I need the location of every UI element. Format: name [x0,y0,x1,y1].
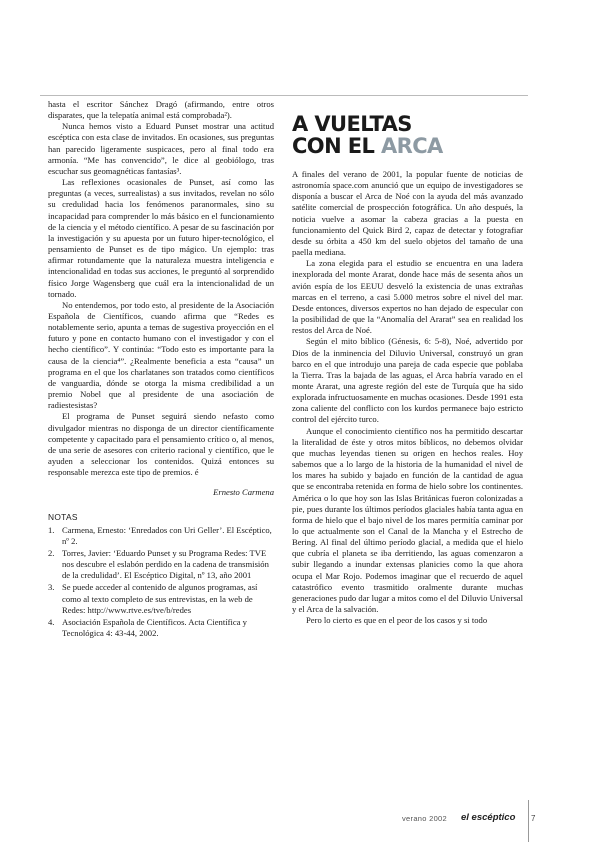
note-item [48,548,274,581]
top-rule [40,95,528,96]
note-item [48,617,274,639]
note-number: 4. [48,616,55,627]
body-paragraph: La zona elegida para el estudio se encuentra en una ladera inexplorada del monte Ararat, donde hace más de sesenta años un avión espía de los EEUU desveló la existencia de unas extrañas marcas en el terreno, a casi 5.000 metros sobre el nivel del mar. Desde entonces, diversos expertos no han dejado de especular con la posibilidad de que la “Anomalía del Ararat” sea en realidad los restos del Arca de Noé. [292,258,523,336]
body-paragraph: A finales del verano de 2001, la popular fuente de noticias de astronomía space.com anunció que un equipo de investigadores se disponía a buscar el Arca de Noé con la ayuda del más avanzado satélite comercial de prospección fotográfica. Un año después, la noticia vuelve a asomar la cabeza gracias a la puesta en funcionamiento del Quick Bird 2, capaz de detectar y fotografiar desde su órbita a 450 km del suelo objetos del tamaño de una paella mediana. [292,169,523,258]
note-text: Torres, Javier: ‘Eduardo Punset y su Programa Redes: TVE nos descubre el eslabón perdido en la cadena de transmisión de la credulidad’. El Escéptico Digital, nº 13, año 2001 [62,547,269,581]
left-column [48,99,274,640]
right-column [292,169,523,626]
author-signature: Ernesto Carmena [213,487,274,498]
notes-list [48,525,274,640]
body-paragraph: Pero lo cierto es que en el peor de los casos y si todo [306,615,488,626]
footer-divider [528,800,529,842]
note-number: 3. [48,582,55,593]
body-paragraph: Nunca hemos visto a Eduard Punset mostrar una actitud escéptica con esta clase de invitados. En ocasiones, sus preguntas han parecido ligeramente suspicaces, pero al final todo era armonía. “Me has convencido”, le dice al geobiólogo, tras escuchar sus geomagnéticas fantasías³. [48,121,274,176]
article-headline [292,113,523,157]
note-item [48,525,274,547]
body-paragraph: Las reflexiones ocasionales de Punset, así como las preguntas (a veces, surrealistas) a sus invitados, revelan no sólo su credulidad hacia los fenómenos paranormales, sino su incapacidad para comprender lo más básico en el funcionamiento de la ciencia y el método científico. A pesar de su fascinación por la investigación y su apuesta por un futuro hiper-tecnológico, el pensamiento de Punset es de tipo mágico. Un ejemplo: tras afirmar rotundamente que la naturaleza muestra inteligencia e intencionalidad en todas sus acciones, le preguntó al sorprendido físico Jorge Wagensberg que cuál era la intencionalidad de un tornado. [48,177,274,299]
body-paragraph: hasta el escritor Sánchez Dragó (afirmando, entre otros disparates, que la telepatía animal está comprobada²). [48,99,274,121]
note-text: Se puede acceder al contenido de algunos programas, así como al texto completo de sus entrevistas, en la web de Redes: http://www.rtve.es/tve/b/redes [62,582,258,615]
body-paragraph: Según el mito bíblico (Génesis, 6: 5-8), Noé, advertido por Dios de la inminencia del Diluvio Universal, construyó un gran barco en el que introdujo una pareja de cada especie que poblaba la Tierra. Tras la bajada de las aguas, el Arca habría varado en el monte Ararat, una agreste región del este de Turquía que ha sido explorada infructuosamente en muchas ocasiones. Desde 1991 esta zona caliente del conflicto con los kurdos permanece bajo estricto control del ejército turco. [292,336,523,425]
note-text: Carmena, Ernesto: ‘Enredados con Uri Geller’. El Escéptico, nº 2. [62,524,272,546]
note-text: Asociación Española de Científicos. Acta Científica y Tecnológica 4: 43-44, 2002. [62,616,247,639]
headline-line-2 [292,135,523,157]
body-paragraph: Aunque el conocimiento científico nos ha permitido descartar la literalidad de éste y otros mitos bíblicos, no debemos olvidar que muchas leyendas tienen su origen en hechos reales. Hoy sabemos que a lo largo de la historia de la humanidad el nivel de los mares ha subido y bajado en función de la cantidad de agua que se encontraba retenida en forma de hielo sobre los continentes. América o lo que hoy son las Islas Británicas fueron colonizadas a pie, pues durante los últimos períodos glaciales había tanta agua en forma de hielo que el bajo nivel de los mares permitía caminar por lo que actualmente son el Canal de la Mancha y el Estrecho de Bering. Al final del último período glacial, a medida que el hielo que cubría el planeta se iba derritiendo, las aguas comenzaron a subir llegando a inundar extensas planicies como la que ahora ocupa el Mar Rojo. Podemos imaginar que el recuerdo de aquel catastrófico evento trasmitido oralmente durante muchas generaciones pudo dar lugar a mitos como el del Diluvio Universal y el Arca de la salvación. [292,425,523,615]
headline-accent: ARCA [381,134,443,158]
page-number: 7 [531,814,536,823]
footer-season: verano 2002 [402,814,448,823]
notes-heading: NOTAS [48,512,78,523]
headline-prefix: CON EL [292,134,381,158]
headline-line-1: A VUELTAS [292,112,412,136]
footer-magazine-name: el escéptico [461,812,516,823]
body-paragraph: No entendemos, por todo esto, al presidente de la Asociación Española de Científicos, cuando afirma que “Redes es notablemente serio, apunta a temas de sugestiva proyección en el futuro y pone en contacto humano con el investigador y con el hecho científico”. Y continúa: “Todo esto es importante para la causa de la ciencia⁴”. ¿Realmente beneficia a esta “causa” un programa en el que los charlatanes son tratados como científicos de vanguardia, dónde se otorga la misma credibilidad a un premio Nobel que al presidente de una asociación de radiestesistas? [48,299,274,411]
body-paragraph: El programa de Punset seguirá siendo nefasto como divulgador mientras no disponga de un director científicamente competente y capacitado para el pensamiento crítico o, al menos, de una serie de asesores con criterio racional y científico, que le ayuden a seleccionar los contenidos. Quizá entonces su responsable merezca este tipo de premios. é [48,411,274,478]
note-number: 1. [48,524,55,535]
note-number: 2. [48,547,55,558]
note-item [48,582,274,615]
